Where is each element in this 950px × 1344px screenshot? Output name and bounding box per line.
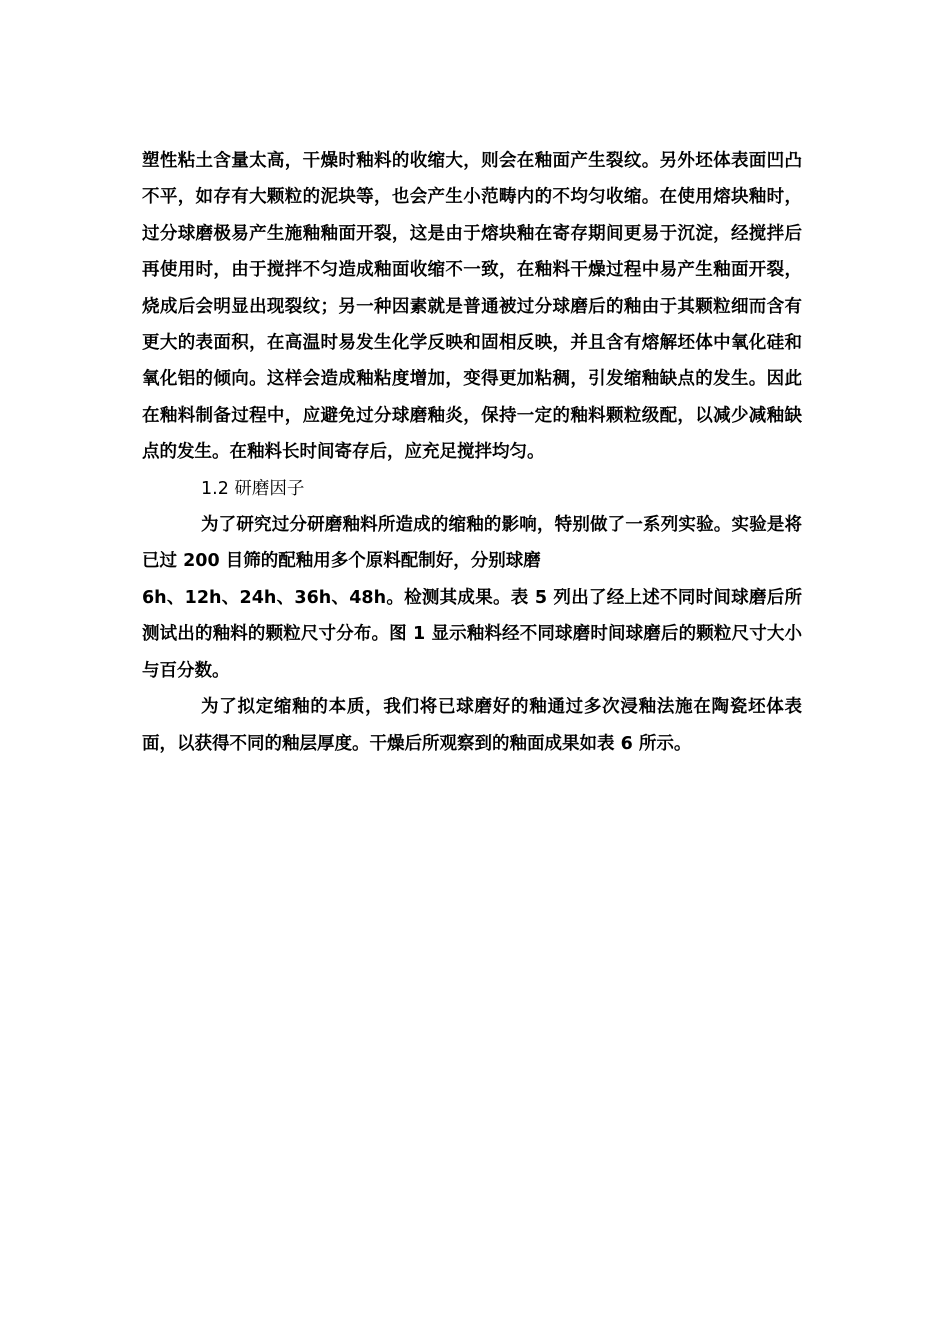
paragraph-glaze-thickness: 为了拟定缩釉的本质，我们将已球磨好的釉通过多次浸釉法施在陶瓷坯体表面，以获得不同的釉层厚度。干燥后所观察到的釉面成果如表 6 所示。 bbox=[142, 697, 802, 754]
section-heading-grinding-factor: 1.2 研磨因子 bbox=[201, 478, 305, 499]
paragraph-grinding-experiment bbox=[142, 507, 802, 689]
paragraph-glaze-cracking: 塑性粘土含量太高，干燥时釉料的收缩大，则会在釉面产生裂纹。另外坯体表面凹凸不平，如存有大颗粒的泥块等，也会产生小范畴内的不均匀收缩。在使用熔块釉时，过分球磨极易产生施釉釉面开裂，这是由于熔块釉在寄存期间更易于沉淀，经搅拌后再使用时，由于搅拌不匀造成釉面收缩不一致，在釉料干燥过程中易产生釉面开裂，烧成后会明显出现裂纹；另一种因素就是普通被过分球磨后的釉由于其颗粒细而含有更大的表面积，在高温时易发生化学反映和固相反映，并且含有熔解坯体中氧化硅和氧化铝的倾向。这样会造成釉粘度增加，变得更加粘稠，引发缩釉缺点的发生。因此在釉料制备过程中，应避免过分球磨釉炎，保持一定的釉料颗粒级配，以减少减釉缺点的发生。在釉料长时间寄存后，应充足搅拌均匀。 bbox=[142, 151, 802, 463]
paragraph-grinding-experiment-line-1: 为了研究过分研磨釉料所造成的缩釉的影响，特别做了一系列实验。实验是将已过 200 目筛的配釉用多个原料配制好，分别球磨 bbox=[142, 515, 802, 572]
paragraph-grinding-experiment-line-2: 6h、12h、24h、36h、48h。检测其成果。表 5 列出了经上述不同时间球磨后所测试出的釉料的颗粒尺寸分布。图 1 显示釉料经不同球磨时间球磨后的颗粒尺寸大小与百分数。 bbox=[142, 587, 802, 681]
document-body bbox=[142, 143, 802, 762]
